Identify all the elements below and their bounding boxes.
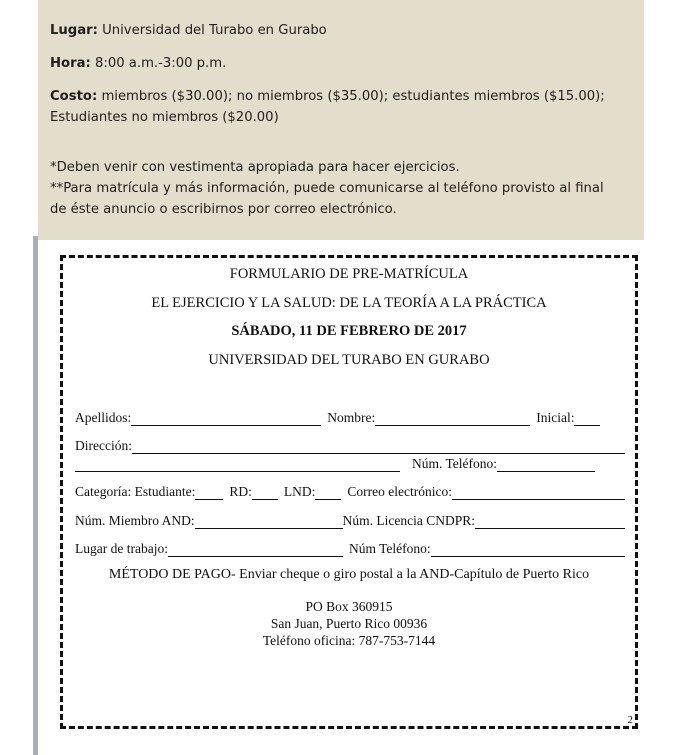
lnd-label: LND: — [283, 484, 316, 499]
costo-line — [50, 86, 632, 107]
direccion-label: Dirección: — [75, 438, 132, 453]
nombre-field[interactable] — [375, 411, 530, 426]
estudiante-field[interactable] — [195, 485, 223, 500]
address-po-box: PO Box 360915 — [305, 599, 393, 614]
form-venue: UNIVERSIDAD DEL TURABO EN GURABO — [208, 352, 490, 368]
trabajo-field[interactable] — [168, 542, 343, 557]
row-category — [75, 484, 625, 500]
note-contact-2: de éste anuncio o escribirnos por correo electrónico. — [50, 202, 397, 217]
miembro-field[interactable] — [195, 514, 343, 529]
licencia-field[interactable] — [475, 514, 625, 529]
form-date: SÁBADO, 11 DE FEBRERO DE 2017 — [231, 323, 467, 339]
event-info-panel — [38, 0, 644, 240]
preregistration-form — [60, 255, 638, 729]
form-title: FORMULARIO DE PRE-MATRÍCULA — [229, 266, 469, 282]
row-address — [75, 438, 625, 454]
lnd-field[interactable] — [315, 485, 341, 500]
lugar-value: Universidad del Turabo en Gurabo — [102, 23, 327, 38]
correo-label: Correo electrónico: — [347, 484, 452, 499]
row-address-2 — [75, 456, 625, 472]
rd-label: RD: — [229, 484, 252, 499]
costo-label: Costo: — [50, 89, 98, 104]
apellidos-field[interactable] — [131, 411, 321, 426]
office-phone: Teléfono oficina: 787-753-7144 — [262, 633, 436, 648]
telefono-2-label: Núm Teléfono: — [348, 541, 431, 556]
telefono-2-field[interactable] — [431, 542, 625, 557]
lugar-line — [50, 20, 632, 41]
costo-line-2: Estudiantes no miembros ($20.00) — [50, 110, 279, 125]
inicial-label: Inicial: — [536, 410, 575, 425]
miembro-label: Núm. Miembro AND: — [75, 513, 195, 528]
categoria-label: Categoría: Estudiante: — [75, 484, 196, 499]
correo-field[interactable] — [452, 485, 625, 500]
address-city: San Juan, Puerto Rico 00936 — [270, 616, 428, 631]
row-membership — [75, 513, 625, 529]
row-work — [75, 541, 625, 557]
direccion-field-2[interactable] — [75, 457, 400, 472]
licencia-label: Núm. Licencia CNDPR: — [342, 513, 475, 528]
apellidos-label: Apellidos: — [75, 410, 132, 425]
nombre-label: Nombre: — [327, 410, 376, 425]
payment-method: MÉTODO DE PAGO- Enviar cheque o giro postal a la AND-Capítulo de Puerto Rico — [108, 567, 590, 582]
left-border-bar — [33, 236, 38, 755]
lugar-label: Lugar: — [50, 23, 98, 38]
trabajo-label: Lugar de trabajo: — [75, 541, 168, 556]
hora-line — [50, 53, 632, 74]
hora-value: 8:00 a.m.-3:00 p.m. — [94, 56, 227, 71]
page-number: 2 — [627, 714, 633, 726]
inicial-field[interactable] — [574, 411, 600, 426]
costo-value: miembros ($30.00); no miembros ($35.00); estudiantes miembros ($15.00); — [101, 89, 605, 104]
hora-label: Hora: — [50, 56, 91, 71]
telefono-field[interactable] — [497, 457, 595, 472]
note-attire: *Deben venir con vestimenta apropiada para hacer ejercicios. — [50, 160, 460, 175]
direccion-field[interactable] — [132, 439, 625, 454]
row-names — [75, 410, 625, 426]
rd-field[interactable] — [252, 485, 278, 500]
form-subtitle: EL EJERCICIO Y LA SALUD: DE LA TEORÍA A LA PRÁCTICA — [151, 295, 547, 311]
note-contact-1: **Para matrícula y más información, puede comunicarse al teléfono provisto al final — [50, 181, 604, 196]
telefono-label: Núm. Teléfono: — [412, 456, 498, 471]
